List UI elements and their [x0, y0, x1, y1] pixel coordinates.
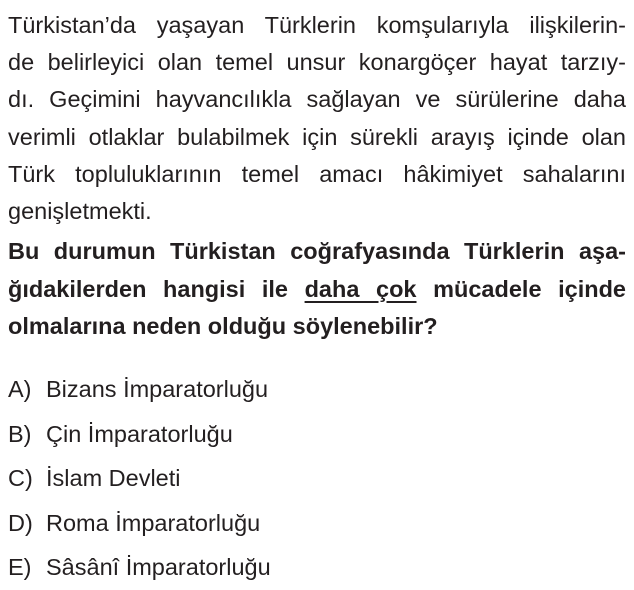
answer-option-d[interactable] — [8, 501, 626, 546]
option-letter: D) — [8, 509, 33, 536]
question-line: Bu durumun Türkistan coğrafyasında Türklerin aşa- — [8, 238, 626, 264]
emphasized-phrase: daha çok — [304, 275, 417, 302]
answer-option-b[interactable] — [8, 412, 626, 457]
passage-line: verimli otlaklar bulabilmek için sürekli arayış içinde olan — [8, 123, 626, 150]
answer-options — [8, 367, 626, 590]
option-text: Çin İmparatorluğu — [46, 420, 233, 447]
passage-line: genişletmekti. — [8, 197, 152, 224]
passage-line: Türk topluluklarının temel amacı hâkimiyet sahalarını — [8, 160, 626, 187]
question-line — [8, 271, 626, 309]
question-line: olmalarına neden olduğu söylenebilir? — [8, 313, 438, 339]
passage-line: dı. Geçimini hayvancılıkla sağlayan ve sürülerine daha — [8, 86, 626, 113]
question-text: ğıdakilerden hangisi ile — [8, 275, 305, 302]
option-letter: B) — [8, 420, 32, 447]
passage-line: de belirleyici olan temel unsur konargöçer hayat tarzıy- — [8, 49, 626, 76]
passage-line: Türkistan’da yaşayan Türklerin komşularıyla ilişkilerin- — [8, 12, 626, 38]
option-text: Sâsânî İmparatorluğu — [46, 554, 271, 581]
question-passage — [8, 7, 626, 230]
option-letter: E) — [8, 554, 32, 581]
answer-option-c[interactable] — [8, 456, 626, 501]
option-letter: C) — [8, 465, 33, 492]
answer-option-a[interactable] — [8, 367, 626, 412]
answer-option-e[interactable] — [8, 545, 626, 590]
question-text: mücadele içinde — [416, 275, 627, 302]
option-text: İslam Devleti — [46, 465, 181, 492]
question-stem — [8, 233, 626, 346]
option-text: Bizans İmparatorluğu — [46, 376, 269, 402]
option-letter: A) — [8, 376, 32, 402]
option-text: Roma İmparatorluğu — [46, 509, 261, 536]
